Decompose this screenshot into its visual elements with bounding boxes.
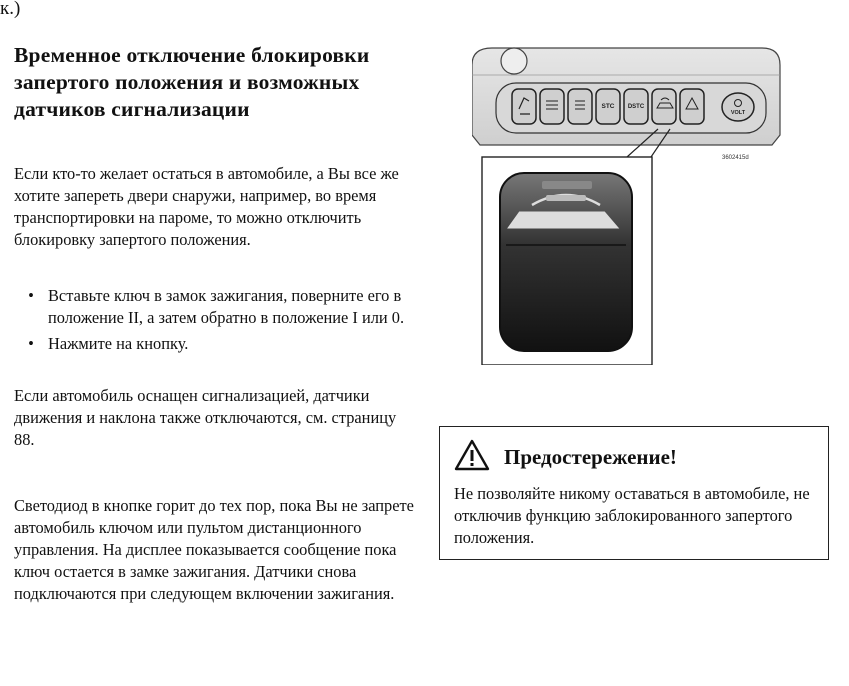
- bullet-mark: •: [28, 334, 34, 353]
- page-fragment: к.): [0, 0, 21, 19]
- dstc-button: [624, 89, 648, 124]
- led-indicator: [542, 181, 592, 189]
- volt-label: VOLT: [730, 110, 746, 116]
- seat-heat-icon: [512, 89, 536, 124]
- console-illustration: [472, 45, 802, 365]
- paragraph-alarm: Если автомобиль оснащен сигнализацией, датчики движения и наклона также отключаются, см. страницу 88.: [14, 386, 397, 449]
- warning-header: [454, 439, 677, 476]
- volt-icon: [722, 93, 754, 121]
- paragraph-intro: Если кто-то желает остаться в автомобиле, а Вы все же хотите запереть двери снаружи, например, во время транспортировки на пароме, то можно отключить блокировку запертого положения.: [14, 164, 399, 249]
- warning-box: [439, 426, 829, 560]
- bullet-mark: •: [28, 286, 34, 305]
- warning-text: Не позволяйте никому оставаться в автомобиле, не отключив функцию заблокированного запертого положения.: [454, 484, 810, 547]
- hazard-icon: [680, 89, 704, 124]
- stc-button: [596, 89, 620, 124]
- fog-light-icon: [568, 89, 592, 124]
- list-item: [14, 333, 414, 355]
- rear-heat-icon: [540, 89, 564, 124]
- knob-icon: [501, 48, 527, 74]
- warning-triangle-icon: [454, 439, 490, 476]
- car-lock-icon: [652, 89, 676, 124]
- dstc-label: DSTC: [627, 104, 645, 110]
- list-item-text: Нажмите на кнопку.: [48, 334, 189, 353]
- list-item: [14, 285, 414, 329]
- warning-title: Предостережение!: [504, 445, 677, 469]
- stc-label: STC: [601, 103, 615, 110]
- section-heading: Временное отключение блокировки запертого положения и возможных датчиков сигнализации: [14, 43, 370, 121]
- list-item-text: Вставьте ключ в замок зажигания, поверните его в положение II, а затем обратно в положение I или 0.: [48, 286, 405, 327]
- paragraph-led: Светодиод в кнопке горит до тех пор, пока Вы не запрете автомобиль ключом или пультом дистанционного управления. На дисплее показывается сообщение пока ключ остается в замке зажигания. Датчики снова подключаются при следующем включении зажигания.: [14, 496, 414, 603]
- figure-code: 3602415d: [722, 155, 749, 161]
- instruction-list: [14, 285, 414, 359]
